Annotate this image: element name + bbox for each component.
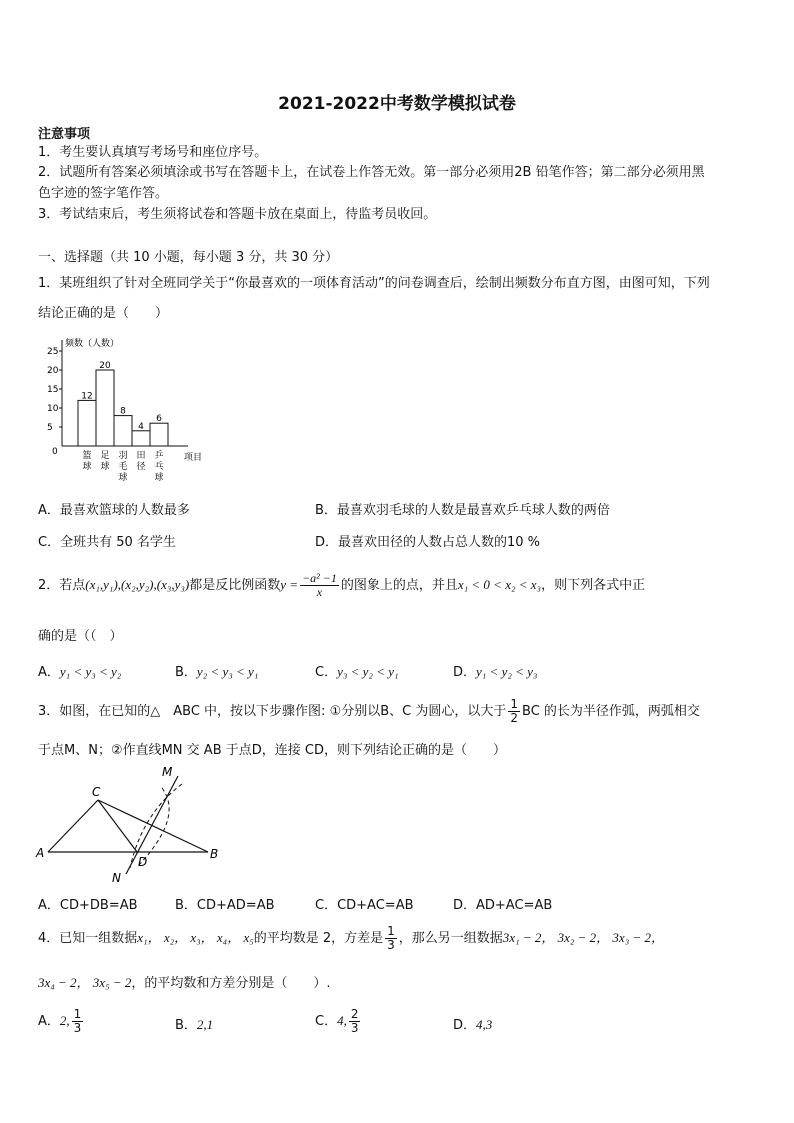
label-d: D: [138, 855, 148, 869]
y-tick-label: 5: [47, 423, 53, 433]
q2-func-fraction: [300, 572, 339, 599]
bar-1: [78, 400, 96, 446]
notice-item-3: 3．考试结束后，考生须将试卷和答题卡放在桌面上，待监考员收回。: [38, 207, 437, 222]
q2-option-d-text: y₁ < y₂ < y₃: [476, 664, 538, 679]
category-label: 篮: [82, 451, 92, 461]
y-tick-label: 25: [47, 347, 59, 357]
bar-value-label: 4: [138, 421, 144, 432]
q2-func-denominator: x: [316, 585, 323, 599]
q3-frac-numerator: 1: [510, 697, 518, 711]
q4-option-b[interactable]: [175, 1014, 213, 1033]
q3-fraction: [508, 698, 520, 725]
q4-option-a-num: 1: [73, 1007, 82, 1021]
notice-item-2: 2．试题所有答案必须填涂或书写在答题卡上，在试卷上作答无效。第一部分必须用2B 铅笔作答；第二部分必须用黑: [38, 165, 705, 180]
q2-option-a-text: y₁ < y₃ < y₂: [59, 664, 122, 679]
q4-option-c-int: 4,: [337, 1013, 347, 1028]
q1-bar-chart: [38, 330, 228, 495]
y-tick-label: 15: [47, 385, 59, 395]
q4-fraction: [385, 925, 397, 952]
q2-stem-pre: 2．若点: [38, 578, 86, 593]
q4-line2-text: ，的平均数和方差分别是（ ）.: [131, 976, 331, 991]
q4-option-d-text: 4,3: [476, 1017, 493, 1032]
q4-option-a-int: 2,: [59, 1013, 70, 1028]
y-tick-label: 20: [47, 366, 59, 376]
q4-option-d-label: D．: [453, 1018, 477, 1033]
category-label: 足: [100, 451, 110, 461]
category-label: 球: [154, 473, 164, 483]
q3-stem-line2: 于点M、N；②作直线MN 交 AB 于点D，连接 CD，则下列结论正确的是（ ）: [38, 743, 506, 758]
q2-option-c[interactable]: [315, 661, 399, 680]
q2-stem-line1: [38, 572, 645, 599]
q4-option-c-label: C．: [315, 1014, 338, 1029]
label-m: M: [162, 765, 173, 779]
q1-option-c[interactable]: C．全班共有 50 名学生: [38, 535, 176, 550]
page-title: 2021-2022中考数学模拟试卷: [278, 94, 516, 114]
segment-ac: [48, 800, 98, 852]
category-label: 球: [100, 462, 110, 472]
q3-stem-line1: [38, 698, 700, 725]
category-label: 乒: [154, 451, 164, 461]
q2-option-b-label: B．: [175, 665, 197, 680]
q3-option-d[interactable]: D．AD+AC=AB: [453, 898, 553, 913]
q4-option-a[interactable]: [38, 1008, 85, 1035]
q4-option-a-fraction: [72, 1008, 84, 1035]
q4-stem-line2: [38, 972, 331, 991]
q1-option-d[interactable]: D．最喜欢田径的人数占总人数的10 %: [315, 535, 541, 550]
q4-data2: 3x₁ − 2， 3x₂ − 2， 3x₃ − 2，: [502, 930, 664, 945]
q2-points: (x₁,y₁),(x₂,y₂),(x₃,y₃): [85, 577, 190, 592]
q4-option-a-den: 3: [73, 1021, 82, 1035]
bar-4: [132, 431, 150, 446]
q2-option-a-label: A．: [38, 665, 60, 680]
q2-option-a[interactable]: [38, 661, 121, 680]
q1-option-a[interactable]: A．最喜欢篮球的人数最多: [38, 503, 190, 518]
q4-stem-line1: [38, 925, 664, 952]
q3-stem-pre: 3．如图，在已知的△ ABC 中，按以下步骤作图: ①分别以B、C 为圆心，以大于: [38, 704, 507, 719]
q4-option-a-label: A．: [38, 1014, 60, 1029]
y-tick-label: 10: [47, 404, 59, 414]
q4-option-b-text: 2,1: [196, 1017, 214, 1032]
q4-stem-mid: 的平均数是 2，方差是: [253, 931, 384, 946]
q3-option-c[interactable]: C．CD+AC=AB: [315, 898, 414, 913]
category-label: 球: [118, 473, 128, 483]
q2-stem-mid: 都是反比例函数: [189, 578, 281, 593]
bar-2: [96, 370, 114, 446]
bar-value-label: 20: [99, 361, 111, 371]
notice-heading: 注意事项: [38, 127, 91, 142]
segment-cd: [98, 800, 137, 852]
q2-option-b[interactable]: [175, 661, 258, 680]
q1-stem-line2: 结论正确的是（ ）: [38, 306, 169, 321]
notice-item-2-cont: 色字迹的签字笔作答。: [38, 186, 169, 201]
q2-option-c-text: y₃ < y₂ < y₁: [337, 664, 399, 679]
q4-frac-denominator: 3: [387, 938, 395, 952]
q4-data: x₁， x₂， x₃， x₄， x₅: [137, 930, 254, 945]
bar-value-label: 8: [120, 406, 126, 417]
q2-stem-post: ，则下列各式中正: [541, 578, 646, 593]
label-a: A: [36, 846, 45, 860]
y-axis-label: 频数（人数）: [65, 339, 120, 349]
bar-value-label: 12: [81, 391, 93, 402]
y-tick-label: 0: [52, 447, 58, 457]
q4-frac-numerator: 1: [387, 924, 395, 938]
q4-option-c-fraction: [349, 1008, 361, 1035]
bar-3: [114, 416, 132, 446]
category-label: 毛: [118, 462, 128, 472]
q4-option-c[interactable]: [315, 1008, 362, 1035]
section-heading: 一、选择题（共 10 小题，每小题 3 分，共 30 分）: [38, 250, 339, 265]
q2-option-c-label: C．: [315, 665, 338, 680]
q2-func-numerator: −a² −1: [302, 571, 337, 585]
x-axis-label: 项目: [184, 453, 203, 463]
q2-condition: x₁ < 0 < x₂ < x₃: [457, 577, 542, 592]
q1-stem-line1: 1．某班组织了针对全班同学关于“你最喜欢的一项体育活动”的问卷调查后，绘制出频数分布直方图，由图可知，下列: [38, 276, 710, 291]
category-label: 羽: [118, 451, 128, 461]
bar-5: [150, 423, 168, 446]
q4-option-c-den: 3: [350, 1021, 359, 1035]
q2-stem-mid2: 的图象上的点，并且: [340, 578, 458, 593]
q2-stem-line2: 确的是（（ ）: [38, 629, 123, 644]
label-n: N: [112, 871, 121, 885]
label-b: B: [210, 847, 219, 861]
label-c: C: [92, 785, 101, 799]
category-label: 乓: [154, 462, 164, 472]
q3-stem-post: BC 的长为半径作弧，两弧相交: [522, 704, 700, 719]
q4-line2-data: 3x₄ − 2， 3x₅ − 2: [38, 975, 132, 990]
q3-geometry-figure: [34, 762, 234, 886]
q4-stem-pre: 4．已知一组数据: [38, 931, 138, 946]
notice-item-1: 1．考生要认真填写考场号和座位序号。: [38, 145, 268, 160]
q4-stem-mid2: ，那么另一组数据: [398, 931, 503, 946]
q2-option-b-text: y₂ < y₃ < y₁: [196, 664, 259, 679]
line-mn: [126, 776, 178, 874]
bar-value-label: 6: [156, 414, 162, 425]
q4-option-d[interactable]: [453, 1014, 492, 1033]
q3-option-b[interactable]: B．CD+AD=AB: [175, 898, 275, 913]
q1-option-b[interactable]: B．最喜欢羽毛球的人数是最喜欢乒乓球人数的两倍: [315, 503, 610, 518]
q2-option-d[interactable]: [453, 661, 537, 680]
category-label: 径: [136, 462, 146, 472]
q3-frac-denominator: 2: [510, 711, 518, 725]
q2-option-d-label: D．: [453, 665, 477, 680]
category-label: 田: [136, 451, 146, 461]
q4-option-b-label: B．: [175, 1018, 197, 1033]
q3-option-a[interactable]: A．CD+DB=AB: [38, 898, 138, 913]
q4-option-c-num: 2: [350, 1007, 359, 1021]
category-label: 球: [82, 462, 92, 472]
segment-cb: [98, 800, 208, 852]
q2-func-y: y =: [280, 577, 299, 592]
